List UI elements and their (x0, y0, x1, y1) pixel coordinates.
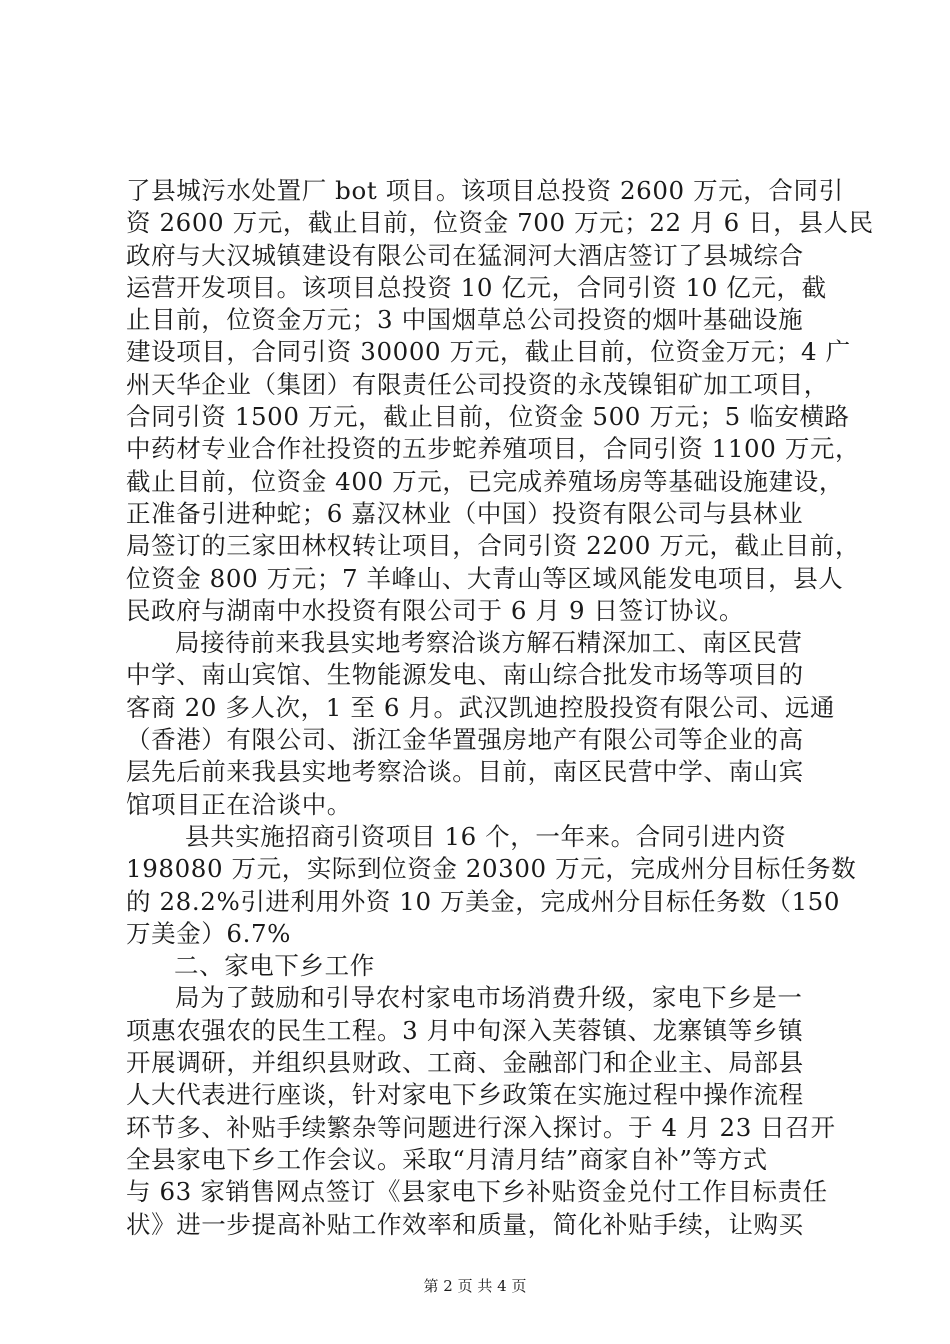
paragraph-first-line: 县共实施招商引资项目 16 个，一年来。合同引进内资 (185, 821, 787, 851)
text-line: 中学、南山宾馆、生物能源发电、南山综合批发市场等项目的 (126, 660, 804, 690)
text-line: 止目前，位资金万元；3 中国烟草总公司投资的烟叶基础设施 (126, 305, 804, 335)
text-line: 政府与大汉城镇建设有限公司在猛洞河大酒店签订了县城综合 (126, 240, 804, 270)
text-line: 与 63 家销售网点签订《县家电下乡补贴资金兑付工作目标责任 (126, 1177, 828, 1207)
text-line: 馆项目正在洽谈中。 (126, 789, 352, 819)
paragraph-first-line: 局为了鼓励和引导农村家电市场消费升级，家电下乡是一 (175, 983, 803, 1013)
section-heading: 二、家电下乡工作 (174, 951, 375, 981)
text-line: 局签订的三家田林权转让项目，合同引资 2200 万元，截止目前， (126, 531, 861, 561)
text-line: 万美金）6.7% (126, 918, 292, 948)
text-line: 198080 万元，实际到位资金 20300 万元，完成州分目标任务数 (126, 854, 857, 884)
text-line: 层先后前来我县实地考察洽谈。目前，南区民营中学、南山宾 (126, 757, 804, 787)
text-line: 开展调研，并组织县财政、工商、金融部门和企业主、局部县 (126, 1048, 804, 1078)
text-line: 人大代表进行座谈，针对家电下乡政策在实施过程中操作流程 (126, 1080, 804, 1110)
text-line: 环节多、补贴手续繁杂等问题进行深入探讨。于 4 月 23 日召开 (126, 1112, 836, 1142)
document-body (126, 175, 874, 1241)
text-line: 客商 20 多人次，1 至 6 月。武汉凯迪控股投资有限公司、远通 (126, 692, 836, 722)
text-line: 正准备引进种蛇；6 嘉汉林业（中国）投资有限公司与县林业 (126, 498, 804, 528)
text-line: 合同引资 1500 万元，截止目前，位资金 500 万元；5 临安横路 (126, 402, 850, 432)
text-line: 民政府与湖南中水投资有限公司于 6 月 9 日签订协议。 (126, 595, 745, 625)
text-line: 资 2600 万元，截止目前，位资金 700 万元；22 月 6 日，县人民 (126, 208, 874, 238)
page-footer (0, 1276, 950, 1296)
page-number: 第 2 页 共 4 页 (423, 1277, 527, 1295)
text-line: 中药材专业合作社投资的五步蛇养殖项目，合同引资 1100 万元， (126, 434, 861, 464)
text-line: （香港）有限公司、浙江金华置强房地产有限公司等企业的高 (126, 725, 804, 755)
text-line: 运营开发项目。该项目总投资 10 亿元，合同引资 10 亿元，截 (126, 272, 827, 302)
text-line: 项惠农强农的民生工程。3 月中旬深入芙蓉镇、龙寨镇等乡镇 (126, 1015, 804, 1045)
text-line: 州天华企业（集团）有限责任公司投资的永茂镍钼矿加工项目， (126, 369, 829, 399)
paragraph-first-line: 局接待前来我县实地考察洽谈方解石精深加工、南区民营 (175, 628, 803, 658)
text-line: 了县城污水处置厂 bot 项目。该项目总投资 2600 万元，合同引 (126, 176, 844, 205)
text-line: 的 28.2%引进利用外资 10 万美金，完成州分目标任务数（150 (126, 886, 841, 916)
text-line: 全县家电下乡工作会议。采取“月清月结”商家自补”等方式 (126, 1144, 768, 1174)
text-line: 位资金 800 万元；7 羊峰山、大青山等区域风能发电项目，县人 (126, 563, 844, 593)
text-line: 状》进一步提高补贴工作效率和质量，简化补贴手续，让购买 (126, 1209, 804, 1239)
text-line: 建设项目，合同引资 30000 万元，截止目前，位资金万元；4 广 (126, 337, 851, 367)
text-line: 截止目前，位资金 400 万元，已完成养殖场房等基础设施建设， (126, 466, 844, 496)
